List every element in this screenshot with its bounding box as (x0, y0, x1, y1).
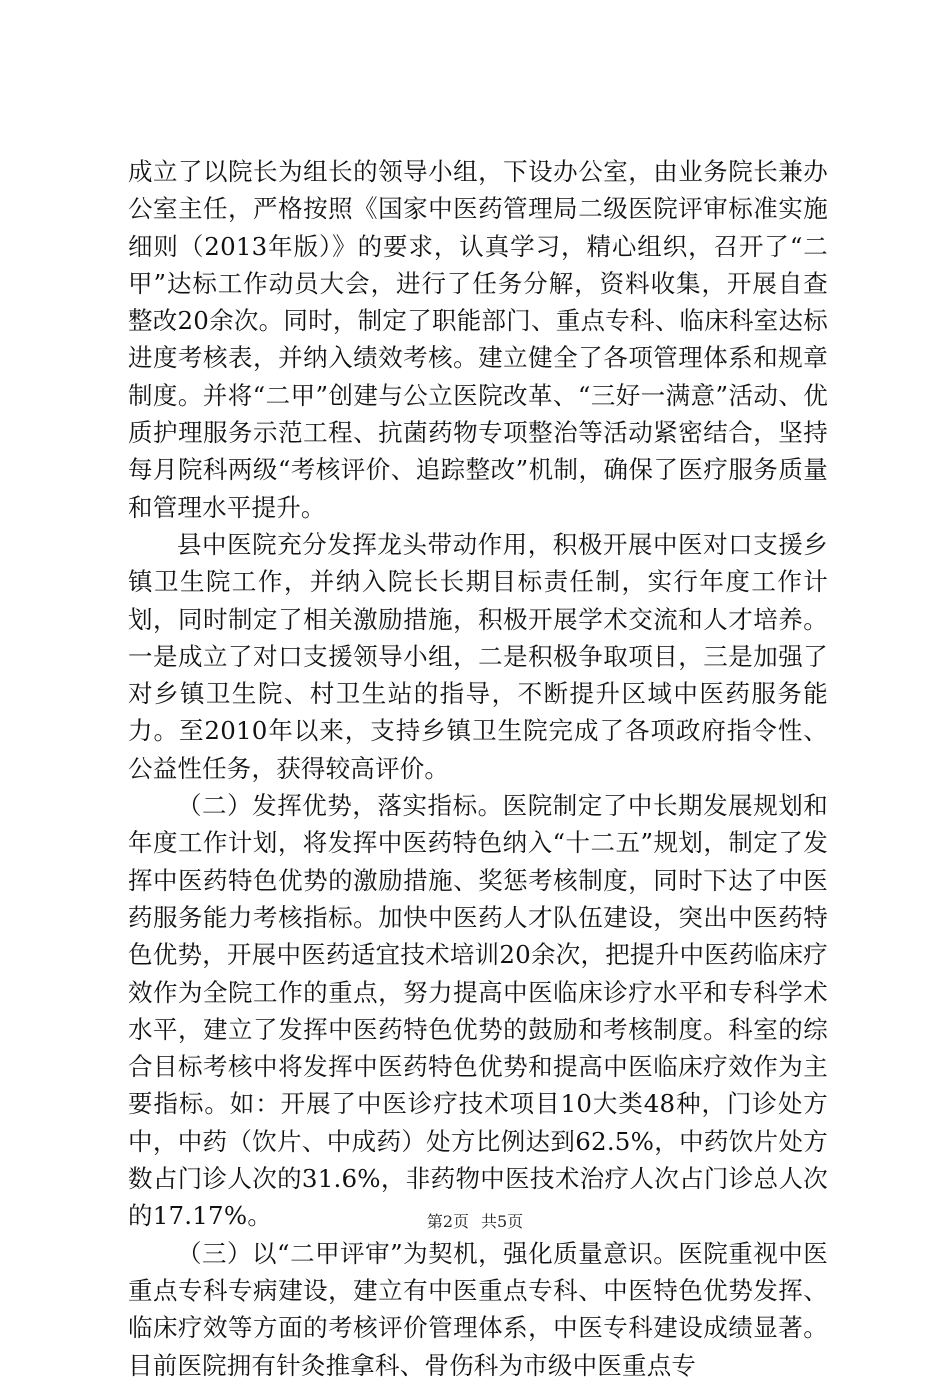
paragraph-2: 县中医院充分发挥龙头带动作用，积极开展中医对口支援乡镇卫生院工作，并纳入院长长期目标责任制，实行年度工作计划，同时制定了相关激励措施，积极开展学术交流和人才培养。一是成立了对口支援领导小组，二是积极争取项目，三是加强了对乡镇卫生院、村卫生站的指导，不断提升区域中医药服务能力。至2010年以来，支持乡镇卫生院完成了各项政府指令性、公益性任务，获得较高评价。 (128, 529, 828, 783)
page-total: 共5页 (481, 1212, 524, 1231)
page-footer (0, 1212, 950, 1232)
document-body (128, 153, 828, 1384)
paragraph-4: （三）以“二甲评审”为契机，强化质量意识。医院重视中医重点专科专病建设，建立有中医重点专科、中医特色优势发挥、临床疗效等方面的考核评价管理体系，中医专科建设成绩显著。目前医院拥有针灸推拿科、骨伤科为市级中医重点专 (128, 1238, 828, 1380)
paragraph-3: （二）发挥优势，落实指标。医院制定了中长期发展规划和年度工作计划，将发挥中医药特色纳入“十二五”规划，制定了发挥中医药特色优势的激励措施、奖惩考核制度，同时下达了中医药服务能力考核指标。加快中医药人才队伍建设，突出中医药特色优势，开展中医药适宜技术培训20余次，把提升中医药临床疗效作为全院工作的重点，努力提高中医临床诊疗水平和专科学术水平，建立了发挥中医药特色优势的鼓励和考核制度。科室的综合目标考核中将发挥中医药特色优势和提高中医临床疗效作为主要指标。如：开展了中医诊疗技术项目10大类48种，门诊处方中，中药（饮片、中成药）处方比例达到62.5%，中药饮片处方数占门诊人次的31.6%，非药物中医技术治疗人次占门诊总人次的17.17%。 (128, 791, 828, 1231)
paragraph-1: 成立了以院长为组长的领导小组，下设办公室，由业务院长兼办公室主任，严格按照《国家中医药管理局二级医院评审标准实施细则（2013年版）》的要求，认真学习，精心组织，召开了“二甲”达标工作动员大会，进行了任务分解，资料收集，开展自查整改20余次。同时，制定了职能部门、重点专科、临床科室达标进度考核表，并纳入绩效考核。建立健全了各项管理体系和规章制度。并将“二甲”创建与公立医院改革、“三好一满意”活动、优质护理服务示范工程、抗菌药物专项整治等活动紧密结合，坚持每月院科两级“考核评价、追踪整改”机制，确保了医疗服务质量和管理水平提升。 (128, 157, 828, 522)
page-number: 第2页 (426, 1212, 469, 1231)
